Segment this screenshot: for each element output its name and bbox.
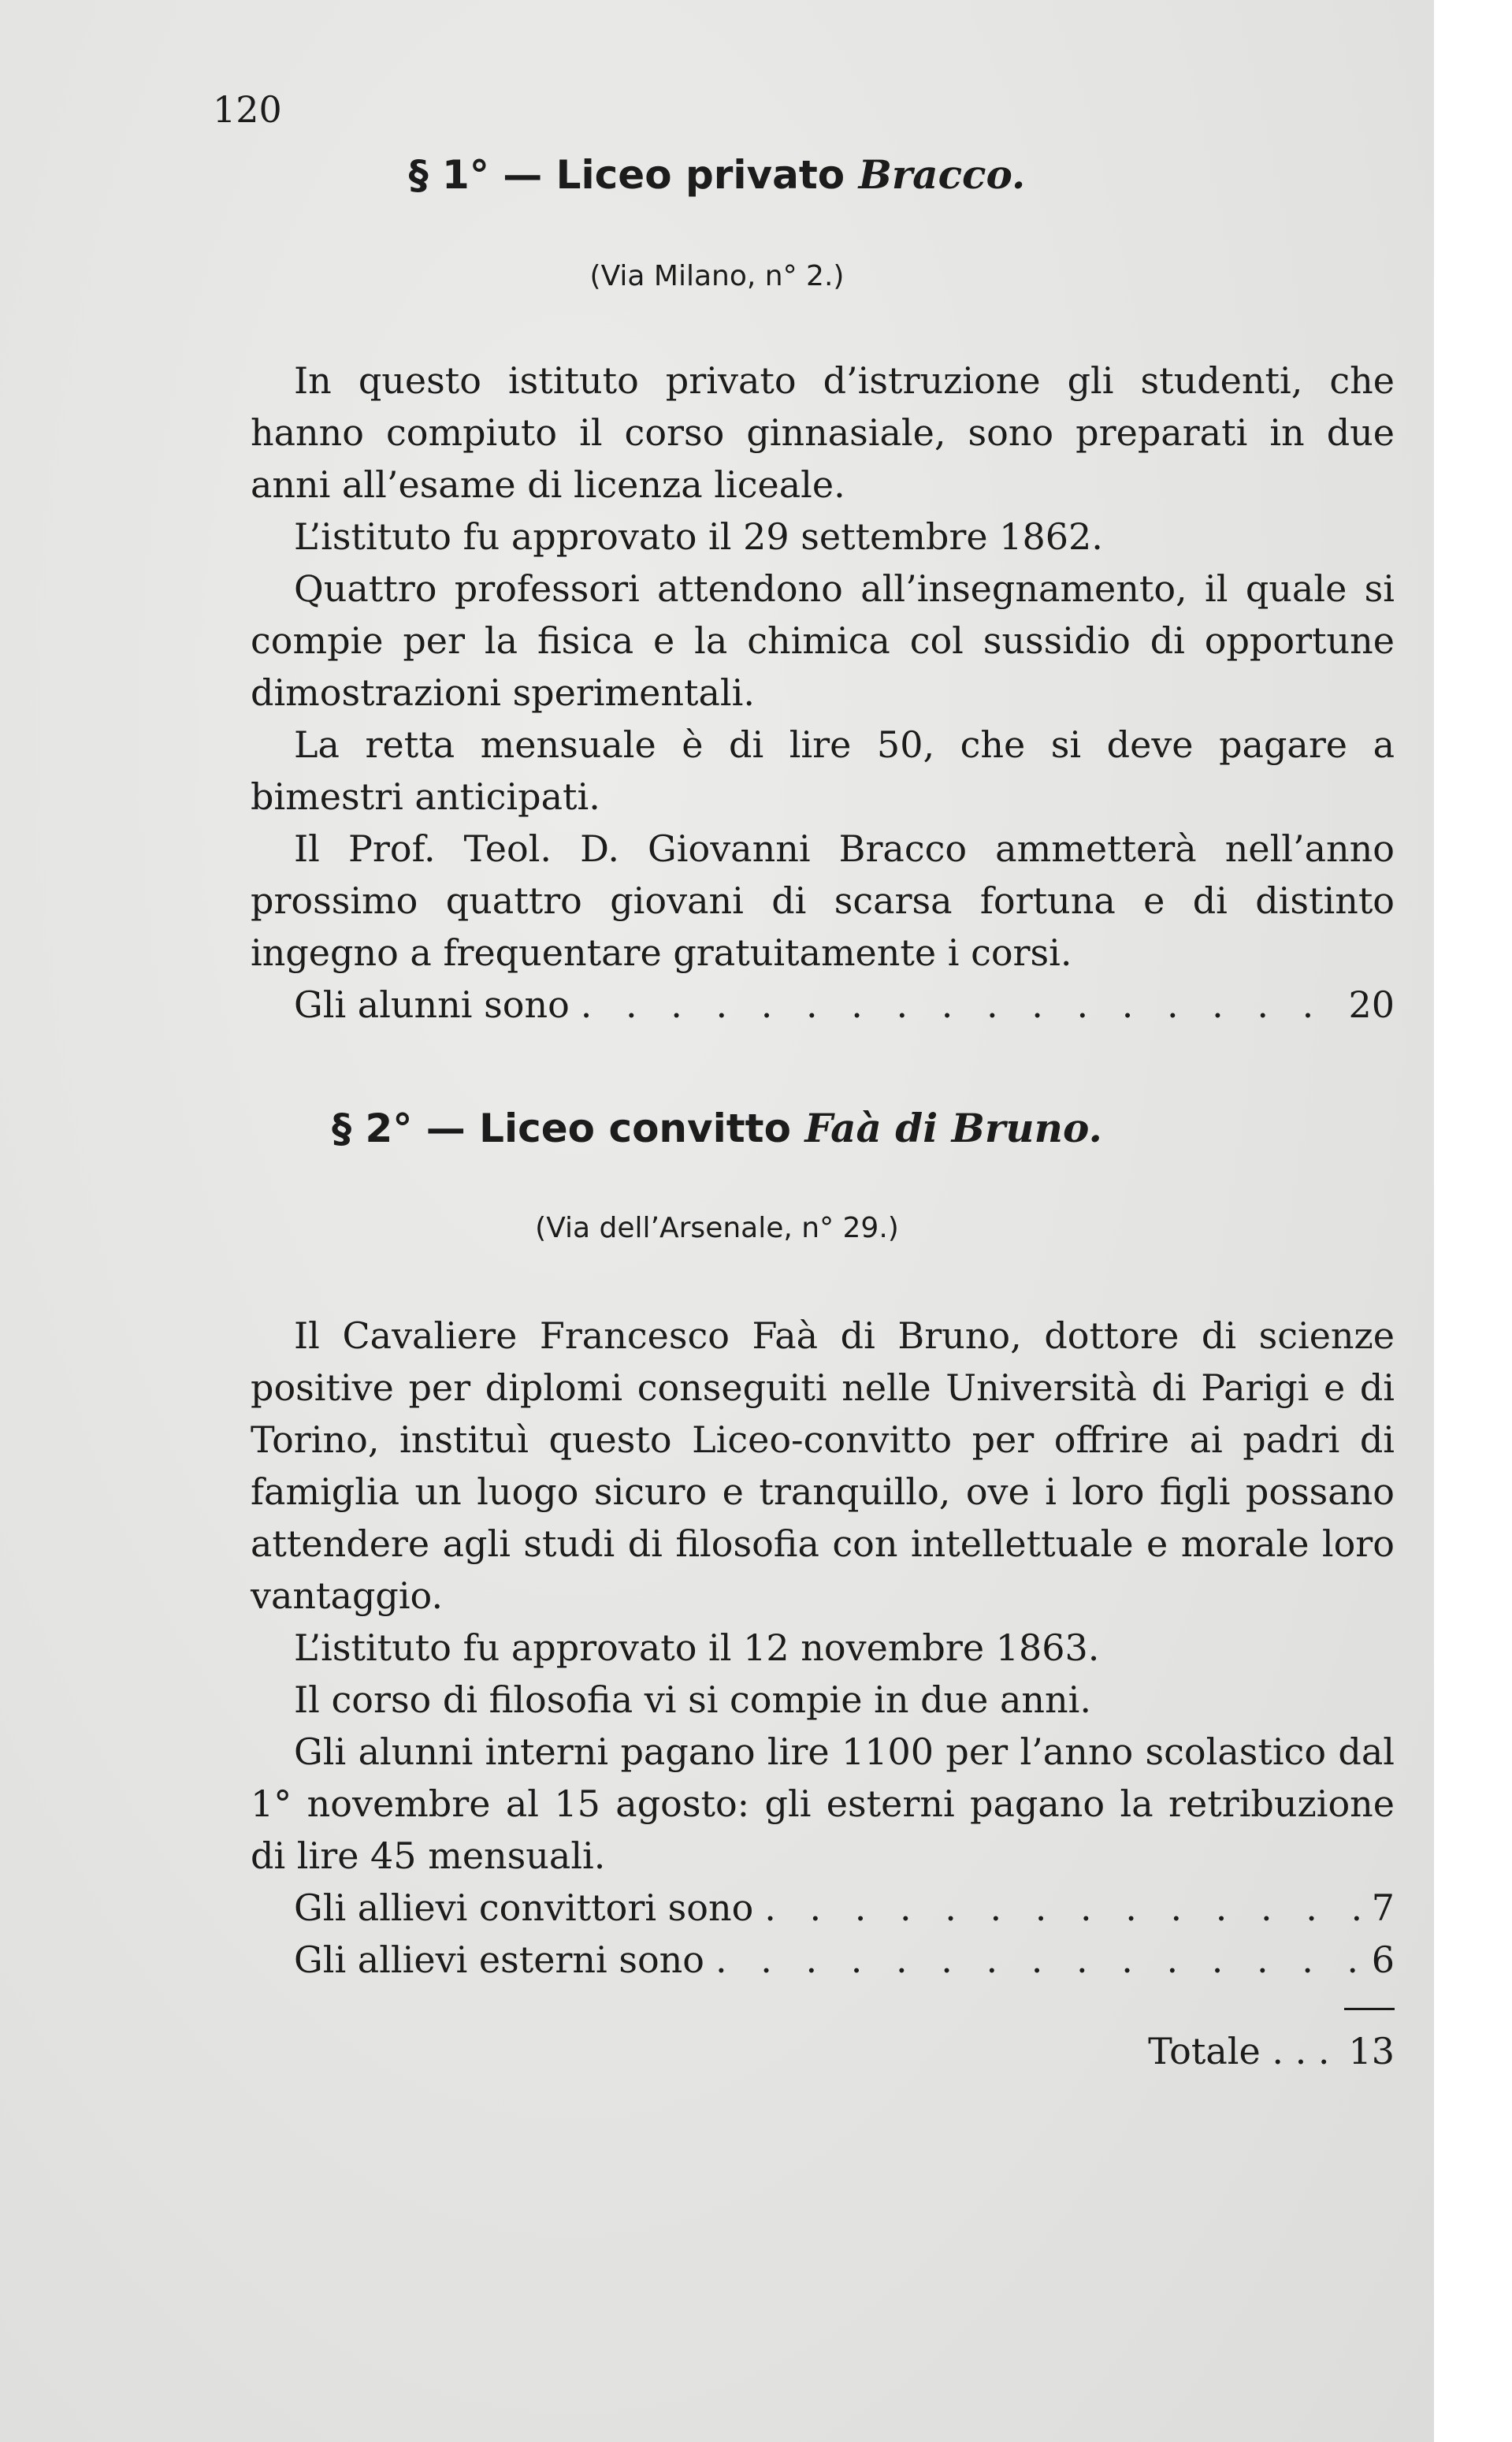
section-1-heading bbox=[0, 151, 1434, 198]
page-number: 120 bbox=[213, 88, 282, 131]
total-label: Totale . . . bbox=[1148, 2030, 1330, 2072]
section-1-heading-prefix: § 1° — Liceo privato bbox=[408, 152, 845, 198]
section-1-paragraph-5: Il Prof. Teol. D. Giovanni Bracco ammetterà nell’anno prossimo quattro giovani di scarsa fortuna e di distinto ingegno a frequentare gratuitamente i corsi. bbox=[251, 827, 1395, 974]
count-label: Gli allievi esterni sono bbox=[294, 1938, 705, 1981]
count-label: Gli allievi convittori sono bbox=[294, 1886, 754, 1929]
section-1-address: (Via Milano, n° 2.) bbox=[589, 260, 845, 292]
section-2-paragraph-1: Il Cavaliere Francesco Faà di Bruno, dottore di scienze positive per diplomi conseguiti nelle Università di Parigi e di Torino, instituì questo Liceo-convitto per offrire ai padri di famiglia un luogo sicuro e tranquillo, ove i loro figli possano attendere agli studi di filosofia con intellettuale e morale loro vantaggio. bbox=[251, 1314, 1395, 1617]
section-2-count-row bbox=[294, 1882, 1395, 1934]
section-2-paragraph-3: Il corso di filosofia vi si compie in due anni. bbox=[294, 1678, 1091, 1721]
section-1-paragraph-4: La retta mensuale è di lire 50, che si deve pagare a bimestri anticipati. bbox=[251, 723, 1395, 818]
count-label: Gli alunni sono bbox=[294, 983, 570, 1026]
count-value: 6 bbox=[1371, 1938, 1395, 1981]
count-value: 20 bbox=[1348, 983, 1395, 1026]
section-1-paragraph-2: L’istituto fu approvato il 29 settembre 1862. bbox=[294, 515, 1103, 558]
leader-dots bbox=[715, 1934, 1361, 1986]
section-1-paragraph-3: Quattro professori attendono all’insegnamento, il quale si compie per la fisica e la chimica col sussidio di opportune dimostrazioni sperimentali. bbox=[251, 567, 1395, 714]
leader-dots bbox=[764, 1882, 1360, 1934]
section-1-heading-name: Bracco. bbox=[858, 151, 1026, 198]
total-row bbox=[294, 2025, 1395, 2077]
section-2-paragraph-2: L’istituto fu approvato il 12 novembre 1863. bbox=[294, 1626, 1100, 1669]
total-value: 13 bbox=[1348, 2030, 1395, 2072]
section-1-count-row bbox=[294, 979, 1395, 1031]
leader-dots bbox=[581, 979, 1338, 1031]
count-value: 7 bbox=[1371, 1886, 1395, 1929]
section-2-heading-prefix: § 2° — Liceo convitto bbox=[332, 1106, 791, 1151]
section-2-heading bbox=[0, 1105, 1434, 1151]
section-1-paragraph-1: In questo istituto privato d’istruzione gli studenti, che hanno compiuto il corso ginnasiale, sono preparati in due anni all’esame di licenza liceale. bbox=[251, 359, 1395, 506]
section-2-heading-name: Faà di Bruno. bbox=[804, 1105, 1102, 1151]
section-2-paragraph-4: Gli alunni interni pagano lire 1100 per l’anno scolastico dal 1° novembre al 15 agosto: gli esterni pagano la retribuzione di lire 45 mensuali. bbox=[251, 1730, 1395, 1877]
section-2-count-row bbox=[294, 1934, 1395, 1986]
sum-rule bbox=[1344, 2008, 1395, 2010]
section-2-address: (Via dell’Arsenale, n° 29.) bbox=[535, 1212, 899, 1244]
